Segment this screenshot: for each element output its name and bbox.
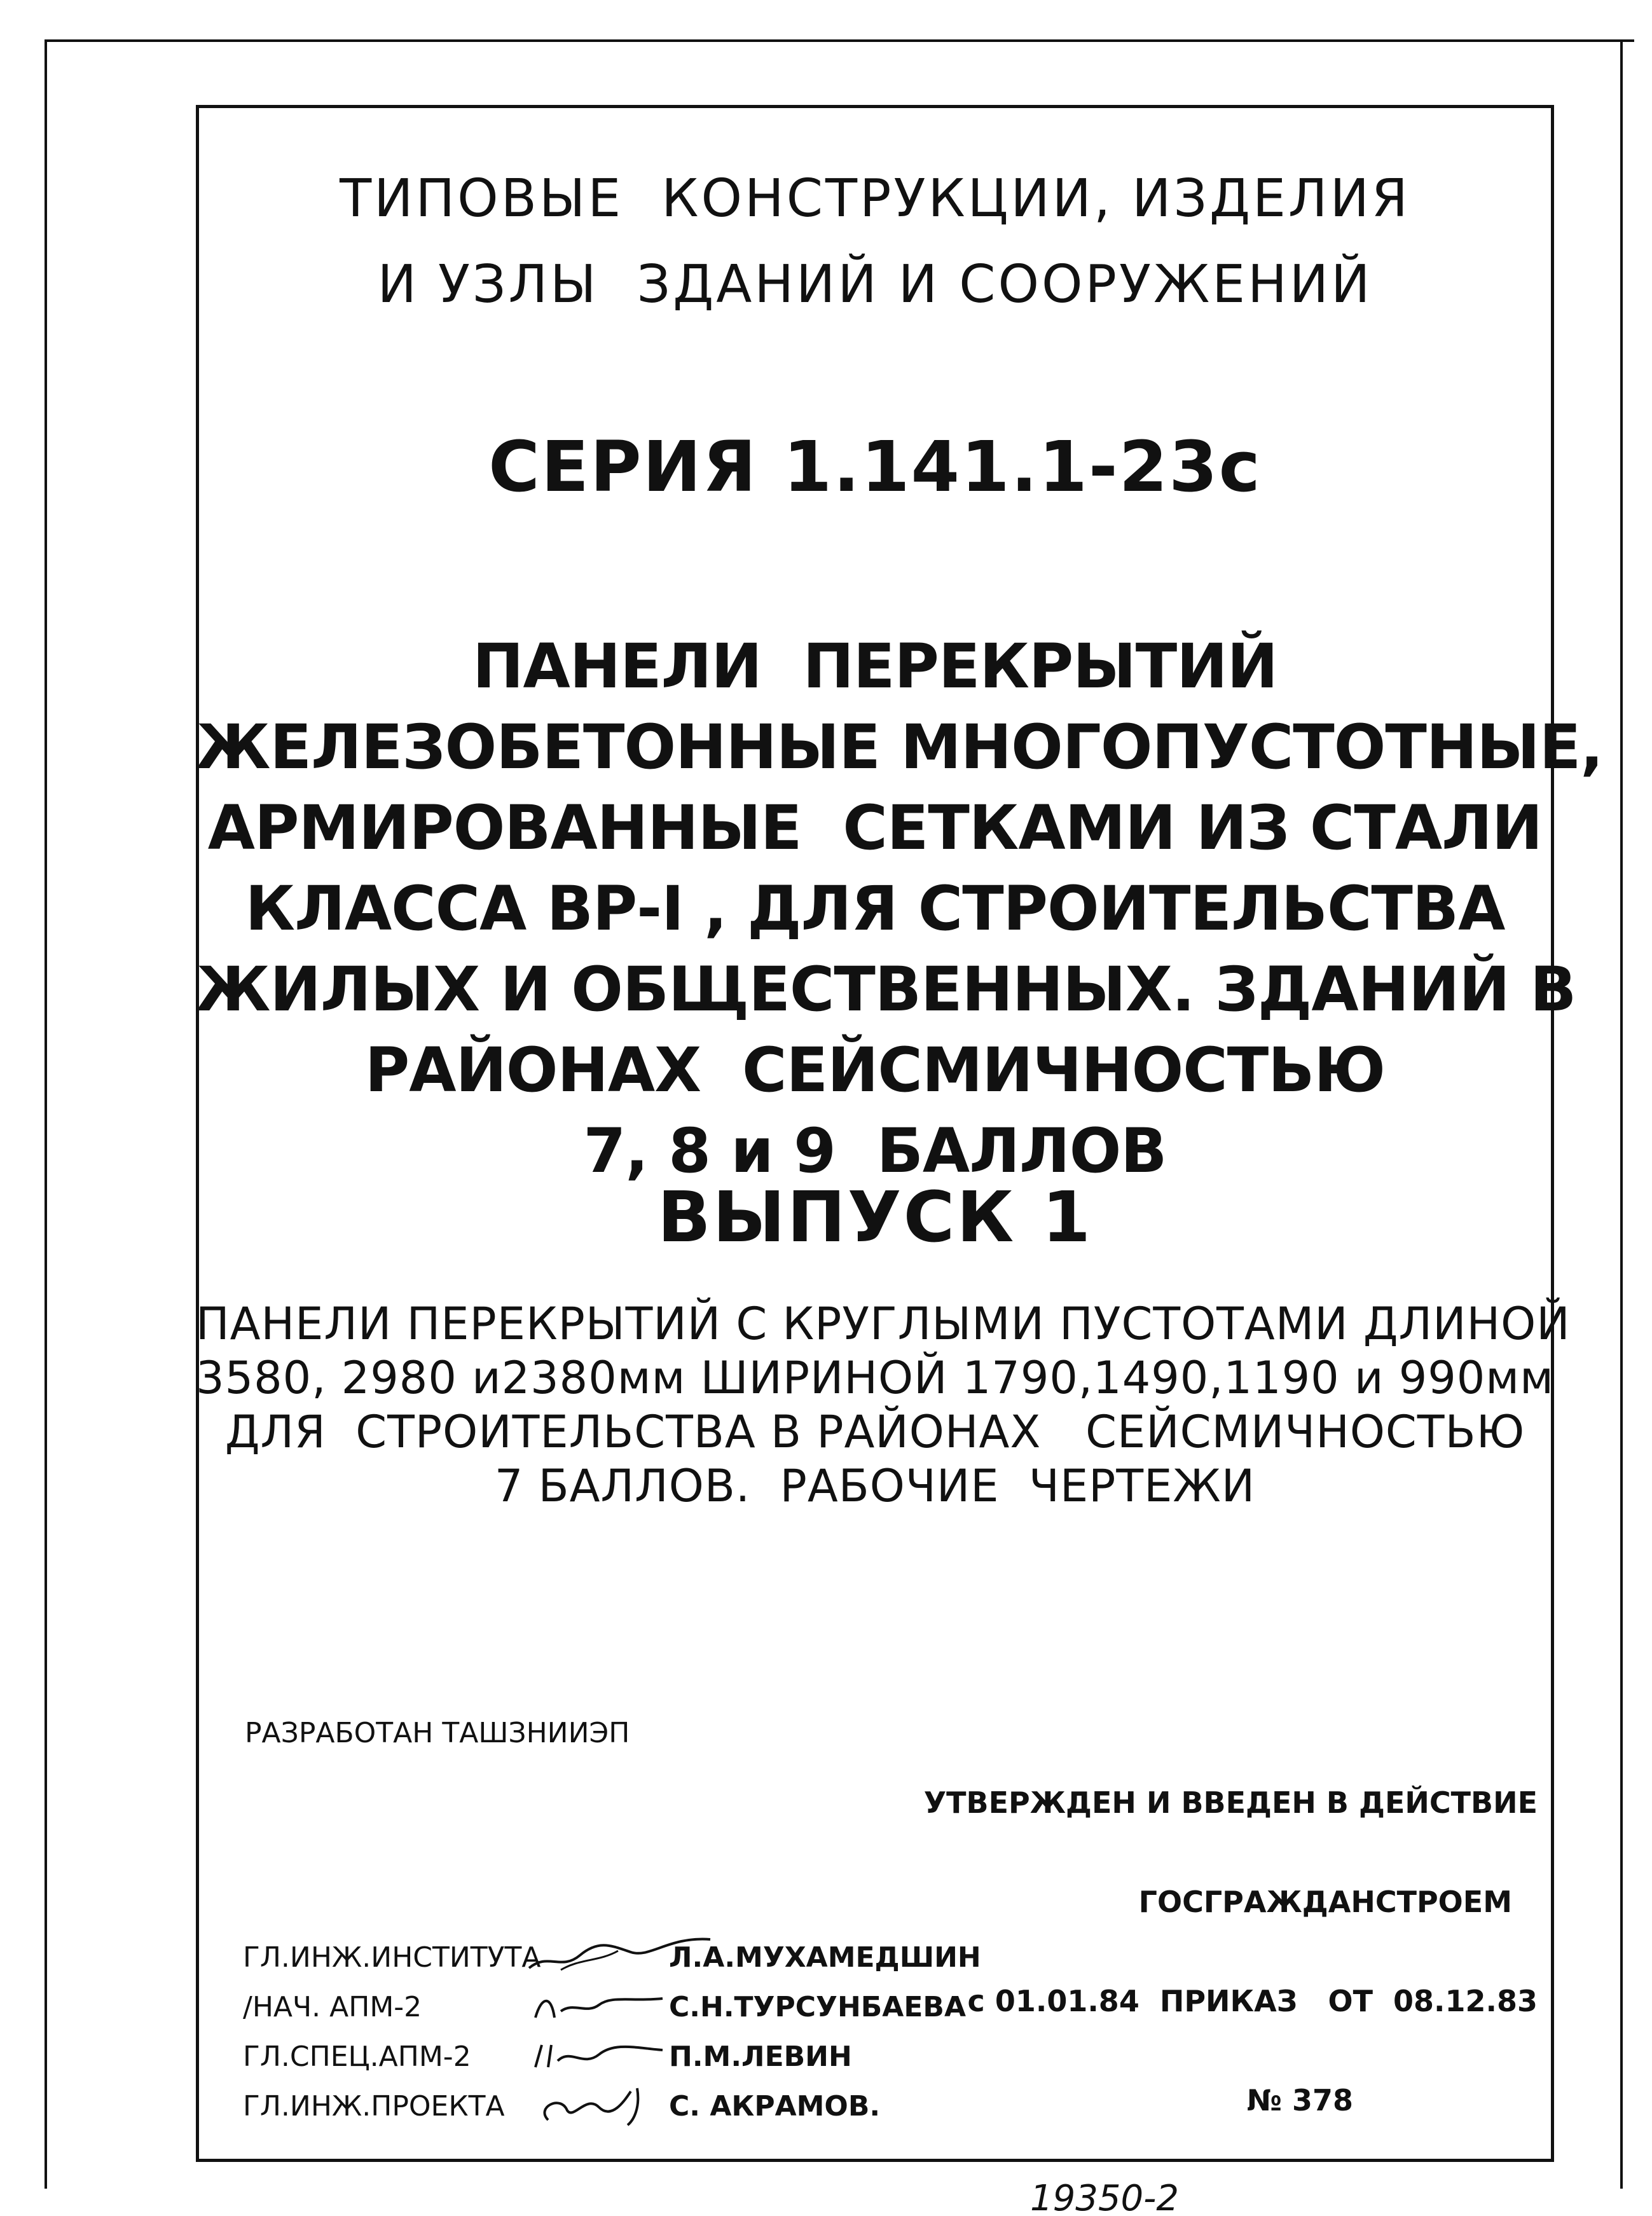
approval-line-1: УТВЕРЖДЕН И ВВЕДЕН В ДЕЙСТВИЕ <box>923 1786 1538 1820</box>
signer-role: ГЛ.ИНЖ.ИНСТИТУТА <box>243 1941 541 1974</box>
signer-role: /НАЧ. АПМ-2 <box>243 1991 422 2023</box>
approval-order-number: № 378 <box>1246 2083 1353 2117</box>
signer-name: П.М.ЛЕВИН <box>669 2041 852 2073</box>
issue-description <box>196 1297 1571 1513</box>
approval-block <box>924 1720 1538 2150</box>
description-line-4: 7 БАЛЛОВ. РАБОЧИЕ ЧЕРТЕЖИ <box>494 1460 1256 1512</box>
page-border-left <box>45 39 47 2189</box>
signer-name: Л.А.МУХАМЕДШИН <box>669 1941 981 1974</box>
page-border-right <box>1620 39 1623 2189</box>
archive-stamp-number: 19350-2 <box>1030 2178 1179 2216</box>
signer-name: С.Н.ТУРСУНБАЕВА <box>669 1991 967 2023</box>
developed-by: РАЗРАБОТАН ТАШЗНИИЭП <box>245 1717 630 1749</box>
series-number: СЕРИЯ 1.141.1-23с <box>488 426 1262 507</box>
document-heading <box>196 156 1554 327</box>
title-line-1: ПАНЕЛИ ПЕРЕКРЫТИЙ <box>472 631 1277 702</box>
signer-name: С. АКРАМОВ. <box>669 2090 881 2123</box>
heading-line-2: И УЗЛЫ ЗДАНИЙ И СООРУЖЕНИЙ <box>377 254 1373 315</box>
signer-role: ГЛ.СПЕЦ.АПМ-2 <box>243 2041 471 2073</box>
heading-line-1: ТИПОВЫЕ КОНСТРУКЦИИ, ИЗДЕЛИЯ <box>340 169 1410 229</box>
page-border-top <box>45 39 1634 42</box>
document-title <box>196 626 1603 1192</box>
title-line-4: КЛАССА ВР-I , ДЛЯ СТРОИТЕЛЬСТВА <box>245 873 1505 944</box>
title-line-2: ЖЕЛЕЗОБЕТОННЫЕ МНОГОПУСТОТНЫЕ, <box>196 712 1603 783</box>
approval-line-3: с 01.01.84 ПРИКАЗ ОТ 08.12.83 <box>967 1984 1538 2018</box>
approval-line-2: ГОСГРАЖДАНСТРОЕМ <box>1138 1885 1512 1919</box>
title-line-6: РАЙОНАХ СЕЙСМИЧНОСТЬЮ <box>364 1035 1386 1106</box>
description-line-3: ДЛЯ СТРОИТЕЛЬСТВА В РАЙОНАХ СЕЙСМИЧНОСТЬЮ <box>224 1406 1525 1458</box>
title-line-3: АРМИРОВАННЫЕ СЕТКАМИ ИЗ СТАЛИ <box>207 792 1543 864</box>
signer-role: ГЛ.ИНЖ.ПРОЕКТА <box>243 2090 505 2123</box>
description-line-1: ПАНЕЛИ ПЕРЕКРЫТИЙ С КРУГЛЫМИ ПУСТОТАМИ ДЛИНОЙ <box>196 1298 1571 1350</box>
title-line-5: ЖИЛЫХ И ОБЩЕСТВЕННЫХ. ЗДАНИЙ В <box>196 954 1576 1025</box>
title-line-7: 7, 8 и 9 БАЛЛОВ <box>583 1115 1167 1187</box>
issue-number: ВЫПУСК 1 <box>657 1176 1093 1258</box>
description-line-2: 3580, 2980 и2380мм ШИРИНОЙ 1790,1490,1190 и 990мм <box>196 1352 1554 1404</box>
